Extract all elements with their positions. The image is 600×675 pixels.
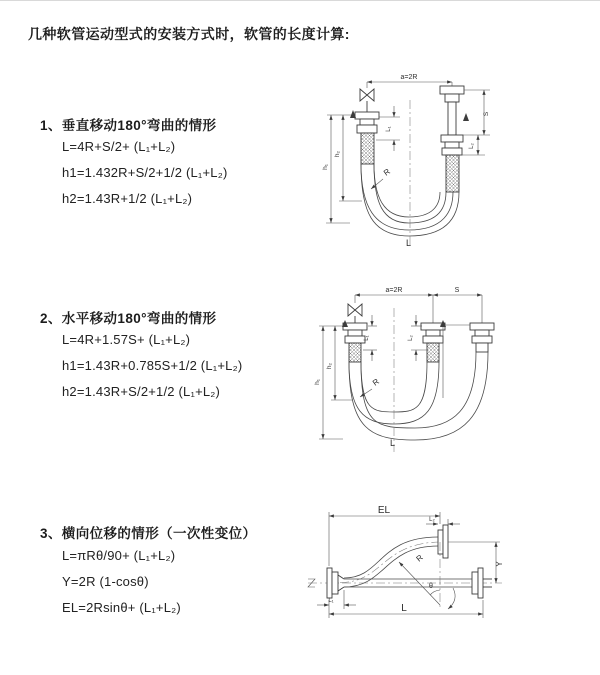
braided-hose-section (446, 155, 459, 192)
d2-label-a2r: a=2R (385, 287, 403, 294)
section-3-formula-el: EL=2Rsinθ+ (L₁+L₂) (62, 600, 181, 615)
braided-hose-section (349, 343, 361, 362)
d1-label-h2: h₂ (334, 150, 341, 158)
section-3-formula-length: L=πRθ/90+ (L₁+L₂) (62, 548, 176, 563)
d2-label-l1: L₁ (364, 335, 370, 341)
d1-top-dimension (367, 74, 452, 88)
section-1-heading: 1、垂直移动180°弯曲的情形 (40, 118, 217, 133)
d3-label-l2: L₂ (429, 517, 435, 523)
page-title: 几种软管运动型式的安装方式时，软管的长度计算: (28, 26, 350, 42)
d1-left-fitting (355, 112, 379, 164)
section-2-formula-h1: h1=1.43R+0.785S+1/2 (L₁+L₂) (62, 358, 243, 373)
d3-l-dimension (329, 600, 483, 618)
section-1-formula-h2: h2=1.43R+1/2 (L₁+L₂) (62, 191, 193, 206)
d1-label-l: L (406, 238, 412, 248)
d1-height-dimensions (322, 115, 362, 223)
d1-right-fitting (440, 86, 464, 192)
d2-label-l2: L₂ (408, 335, 414, 341)
d3-upper-flange (438, 525, 448, 558)
valve-icon (360, 89, 374, 112)
d1-label-s: S (483, 111, 490, 117)
d2-label-s: S (454, 287, 460, 294)
d1-label-l2: L₂ (469, 143, 475, 149)
section-2-heading: 2、水平移动180°弯曲的情形 (40, 311, 217, 326)
d2-label-r: R (370, 376, 381, 388)
d1-s-l2-dimensions (459, 90, 490, 155)
section-3-formula-y: Y=2R (1-cosθ) (62, 574, 149, 589)
d3-label-theta: θ (429, 583, 433, 590)
d1-label-a2r: a=2R (400, 74, 418, 81)
diagram-horizontal-180-bend (305, 280, 600, 460)
section-3-heading: 3、横向位移的情形（一次性变位） (40, 526, 257, 541)
d3-label-el: EL (377, 505, 391, 516)
d2-l1-dimension (363, 315, 377, 361)
d1-label-h1: h₁ (322, 164, 329, 170)
diagram-lateral-displacement (300, 498, 600, 660)
d1-label-l1: L₁ (386, 126, 392, 132)
d2-displaced-riser (440, 323, 494, 352)
d1-l1-dimension (376, 106, 400, 151)
d3-label-l1: L₁ (328, 598, 334, 604)
d3-left-flange (327, 568, 344, 598)
d3-displaced-hose (340, 537, 442, 587)
diagram-vertical-180-bend (310, 62, 600, 262)
d2-u-bend-arcs (349, 352, 488, 440)
d2-label-l: L (390, 438, 396, 448)
d3-label-r: R (414, 552, 425, 564)
d3-label-l: L (401, 603, 407, 614)
braided-hose-section (361, 133, 374, 164)
section-1-formula-h1: h1=1.432R+S/2+1/2 (L₁+L₂) (62, 165, 228, 180)
d3-l2-dimension (426, 517, 460, 525)
d2-label-h2: h₂ (326, 362, 333, 370)
d1-label-r: R (381, 166, 392, 178)
d2-left-riser (343, 323, 367, 362)
d3-right-flange (472, 568, 492, 598)
d3-label-y: Y (495, 561, 504, 567)
d2-top-dimensions (355, 287, 482, 323)
section-2-formula-h2: h2=1.43R+S/2+1/2 (L₁+L₂) (62, 384, 221, 399)
braided-hose-section (427, 343, 439, 362)
scan-edge-artifact (0, 0, 600, 1)
valve-icon (348, 304, 362, 323)
d3-el-dimension (329, 505, 440, 566)
section-1-formula-length: L=4R+S/2+ (L₁+L₂) (62, 139, 176, 154)
section-2-formula-length: L=4R+1.57S+ (L₁+L₂) (62, 332, 191, 347)
d2-middle-riser (421, 323, 445, 362)
d2-label-h1: h₁ (314, 379, 321, 385)
